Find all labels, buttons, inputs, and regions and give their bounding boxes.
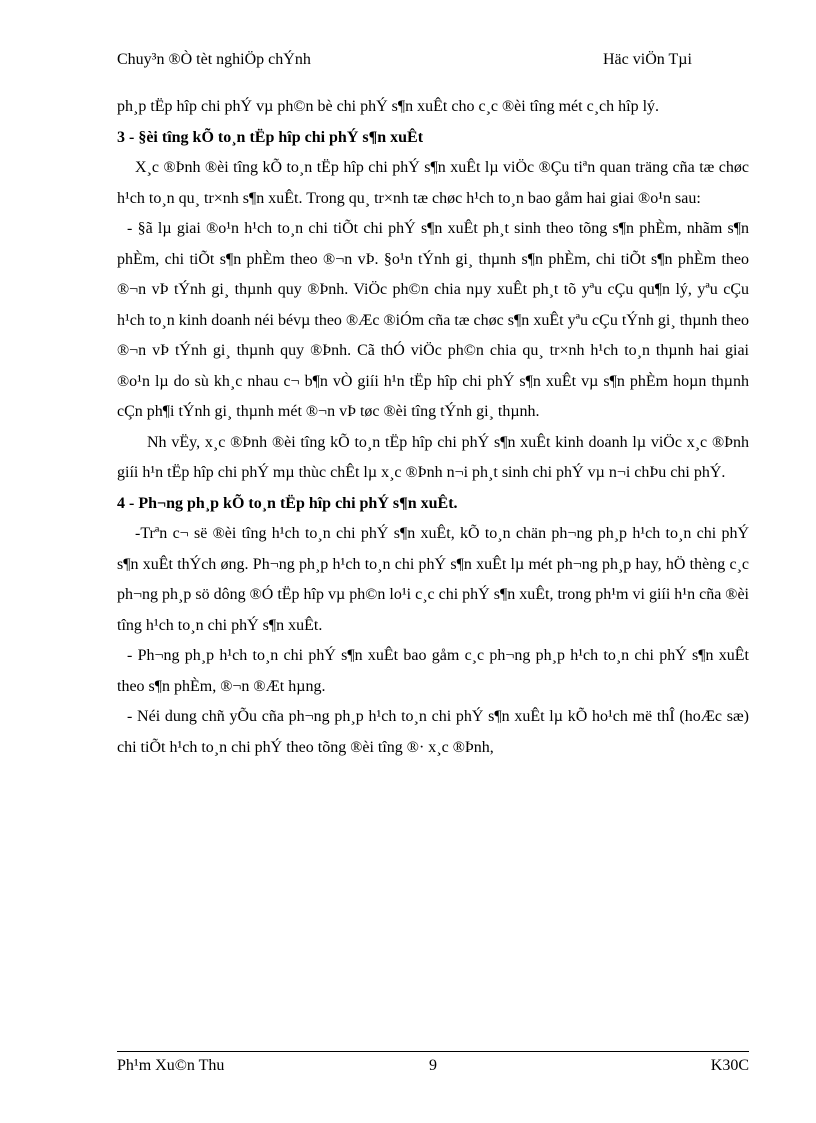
header-right-text: Häc viÖn Tµi bbox=[603, 51, 692, 68]
paragraph-2: X¸c ®Þnh ®èi tîng kÕ to¸n tËp hîp chi phÝ s¶n xuÊt lµ viÖc ®Çu tiªn quan träng cña tæ chøc h¹ch to¸n qu¸ tr×nh s¶n xuÊt. Trong qu¸ tr×nh tæ chøc h¹ch to¸n bao gåm hai giai ®o¹n sau: bbox=[117, 159, 749, 207]
document-body bbox=[117, 92, 749, 763]
section-heading-3: 3 - §èi tîng kÕ to¸n tËp hîp chi phÝ s¶n xuÊt bbox=[117, 128, 424, 146]
header-left-text: Chuy³n ®Ò tèt nghiÖp chÝnh bbox=[117, 51, 311, 68]
footer-divider bbox=[117, 1051, 749, 1052]
paragraph-4: Nh vËy, x¸c ®Þnh ®èi tîng kÕ to¸n tËp hîp chi phÝ s¶n xuÊt kinh doanh lµ viÖc x¸c ®Þnh giíi h¹n tËp hîp chi phÝ mµ thùc chÊt lµ x¸c ®Þnh n¬i ph¸t sinh chi phÝ vµ n¬i chÞu chi phÝ. bbox=[117, 433, 749, 481]
section-heading-4: 4 - Ph¬ng ph¸p kÕ to¸n tËp hîp chi phÝ s¶n xuÊt. bbox=[117, 494, 458, 512]
paragraph-6: - Ph¬ng ph¸p h¹ch to¸n chi phÝ s¶n xuÊt bao gåm c¸c ph¬ng ph¸p h¹ch to¸n chi phÝ s¶n xuÊt theo s¶n phÈm, ®¬n ®Æt hµng. bbox=[117, 647, 749, 695]
paragraph-1: ph¸p tËp hîp chi phÝ vµ ph©n bè chi phÝ s¶n xuÊt cho c¸c ®èi tîng mét c¸ch hîp lý. bbox=[117, 98, 660, 115]
paragraph-7: - Néi dung chñ yÕu cña ph¬ng ph¸p h¹ch to¸n chi phÝ s¶n xuÊt lµ kÕ ho¹ch më thÎ (hoÆc sæ) chi tiÕt h¹ch to¸n chi phÝ theo tõng ®èi tîng ®· x¸c ®Þnh, bbox=[117, 708, 749, 756]
paragraph-3: - §ã lµ giai ®o¹n h¹ch to¸n chi tiÕt chi phÝ s¶n xuÊt ph¸t sinh theo tõng s¶n phÈm, nhãm s¶n phÈm, chi tiÕt s¶n phÈm theo ®¬n vÞ. §o¹n tÝnh gi¸ thµnh s¶n phÈm, chi tiÕt s¶n phÈm theo ®¬n vÞ tÝnh gi¸ thµnh quy ®Þnh. ViÖc ph©n chia nµy xuÊt ph¸t tõ yªu cÇu qu¶n lý, yªu cÇu h¹ch to¸n kinh doanh néi bévµ theo ®Æc ®iÓm cña tæ chøc s¶n xuÊt yªu cÇu tÝnh gi¸ thµnh theo ®¬n vÞ tÝnh gi¸ thµnh quy ®Þnh. Cã thÓ viÖc ph©n chia qu¸ tr×nh h¹ch to¸n thµnh hai giai ®o¹n lµ do sù kh¸c nhau c¬ b¶n vÒ giíi h¹n tËp hîp chi phÝ s¶n xuÊt vµ s¶n phÈm hoµn thµnh cÇn ph¶i tÝnh gi¸ thµnh mét ®¬n vÞ tøc ®èi tîng tÝnh gi¸ thµnh. bbox=[117, 220, 749, 420]
page-number: 9 bbox=[429, 1057, 437, 1074]
footer-author: Ph¹m Xu©n Thu bbox=[117, 1057, 225, 1074]
footer-class-code: K30C bbox=[710, 1057, 749, 1074]
paragraph-5: -Trªn c¬ së ®èi tîng h¹ch to¸n chi phÝ s¶n xuÊt, kÕ to¸n chän ph¬ng ph¸p h¹ch to¸n chi phÝ s¶n xuÊt thÝch øng. Ph¬ng ph¸p h¹ch to¸n chi phÝ s¶n xuÊt lµ mét ph¬ng ph¸p hay, hÖ thèng c¸c ph¬ng ph¸p sö dông ®Ó tËp hîp vµ ph©n lo¹i c¸c chi phÝ s¶n xuÊt, trong ph¹m vi giíi h¹n cña ®èi tîng h¹ch to¸n chi phÝ s¶n xuÊt. bbox=[117, 525, 749, 634]
